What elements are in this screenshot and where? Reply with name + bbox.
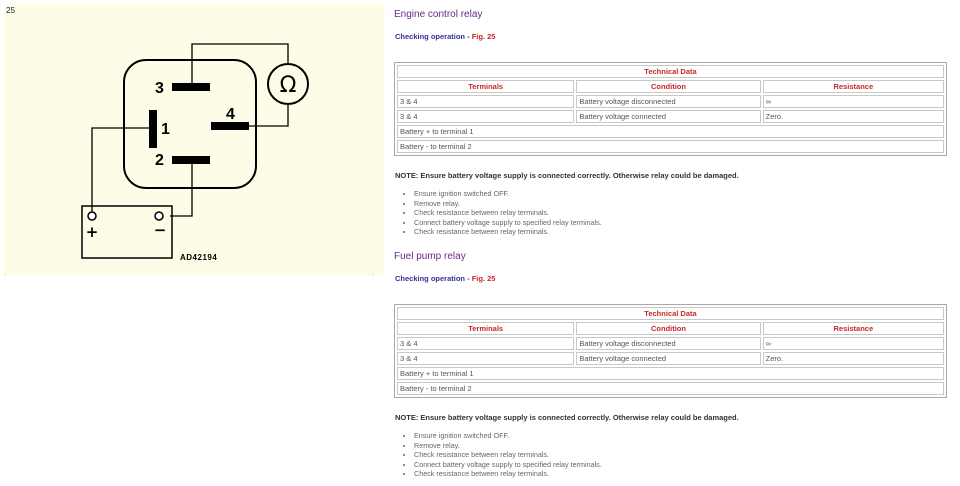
cell-condition: Battery voltage connected	[576, 352, 760, 365]
section-title: Engine control relay	[394, 9, 483, 20]
list-item: • Check resistance between relay terminals.	[414, 450, 602, 460]
cell-condition: Battery voltage disconnected	[576, 95, 760, 108]
wire-ohmmeter-to-terminal-4	[249, 104, 288, 126]
technical-data-table	[394, 304, 947, 398]
cell-resistance: Zero.	[763, 352, 944, 365]
list-item: • Ensure ignition switched OFF.	[414, 431, 602, 441]
cell-terminals: 3 & 4	[397, 95, 574, 108]
battery-plus-terminal	[88, 212, 96, 220]
cell-resistance: Zero.	[763, 110, 944, 123]
table-row	[397, 367, 944, 380]
checking-operation-label: Checking operation	[395, 32, 466, 41]
figure-code: AD42194	[180, 253, 218, 262]
column-header-resistance: Resistance	[763, 322, 944, 335]
column-header-resistance: Resistance	[763, 80, 944, 93]
list-item: • Remove relay.	[414, 441, 602, 451]
terminal-2-label: 2	[155, 152, 164, 169]
table-row	[397, 337, 944, 350]
list-item: • Connect battery voltage supply to specified relay terminals.	[414, 460, 602, 470]
column-header-condition: Condition	[576, 80, 760, 93]
procedure-steps	[394, 431, 602, 479]
list-item: • Remove relay.	[414, 199, 602, 209]
checking-operation-label: Checking operation	[395, 274, 466, 283]
list-item: • Check resistance between relay terminals.	[414, 208, 602, 218]
wire-terminal-2-to-battery-minus	[170, 164, 192, 216]
list-item: • Check resistance between relay terminals.	[414, 227, 602, 237]
cell-connection: Battery - to terminal 2	[397, 140, 944, 153]
cell-resistance: ∞	[763, 337, 944, 350]
cell-resistance: ∞	[763, 95, 944, 108]
terminal-4-blade	[211, 122, 249, 130]
table-row	[397, 95, 944, 108]
cell-connection: Battery + to terminal 1	[397, 125, 944, 138]
technical-data-table	[394, 62, 947, 156]
list-item: • Check resistance between relay terminals.	[414, 469, 602, 479]
battery-plus-label: +	[85, 223, 99, 241]
list-item: • Connect battery voltage supply to specified relay terminals.	[414, 218, 602, 228]
wire-terminal-3-to-ohmmeter	[192, 44, 288, 83]
terminal-2-blade	[172, 156, 210, 164]
terminal-4-label: 4	[226, 106, 235, 123]
column-header-condition: Condition	[576, 322, 760, 335]
column-header-terminals: Terminals	[397, 322, 574, 335]
figure-corner-mark: .	[4, 270, 6, 277]
table-row	[397, 140, 944, 153]
figure-reference: Fig. 25	[471, 32, 496, 41]
battery-minus-terminal	[155, 212, 163, 220]
checking-operation-line: Checking operation - Fig. 25	[395, 32, 496, 41]
cell-condition: Battery voltage connected	[576, 110, 760, 123]
section-title: Fuel pump relay	[394, 251, 466, 262]
table-row	[397, 352, 944, 365]
procedure-steps	[394, 189, 602, 237]
list-item: • Ensure ignition switched OFF.	[414, 189, 602, 199]
table-row	[397, 125, 944, 138]
checking-operation-line: Checking operation - Fig. 25	[395, 274, 496, 283]
warning-note: NOTE: Ensure battery voltage supply is connected correctly. Otherwise relay could be damaged.	[395, 413, 739, 422]
table-row	[397, 382, 944, 395]
cell-terminals: 3 & 4	[397, 352, 574, 365]
terminal-1-blade	[149, 110, 157, 148]
column-header-terminals: Terminals	[397, 80, 574, 93]
ohm-icon: Ω	[279, 73, 297, 98]
cell-condition: Battery voltage disconnected	[576, 337, 760, 350]
warning-note: NOTE: Ensure battery voltage supply is connected correctly. Otherwise relay could be damaged.	[395, 171, 739, 180]
cell-terminals: 3 & 4	[397, 337, 574, 350]
relay-wiring-diagram	[4, 4, 384, 276]
cell-terminals: 3 & 4	[397, 110, 574, 123]
cell-connection: Battery + to terminal 1	[397, 367, 944, 380]
figure-reference: Fig. 25	[471, 274, 496, 283]
table-row	[397, 110, 944, 123]
wire-terminal-1-to-battery-plus	[92, 128, 149, 212]
terminal-3-blade	[172, 83, 210, 91]
terminal-1-label: 1	[161, 121, 170, 138]
table-caption: Technical Data	[397, 65, 944, 78]
table-caption: Technical Data	[397, 307, 944, 320]
terminal-3-label: 3	[155, 80, 164, 97]
battery-minus-label: −	[153, 221, 167, 239]
figure-number: 25	[6, 6, 15, 15]
relay-diagram-figure	[4, 4, 384, 276]
cell-connection: Battery - to terminal 2	[397, 382, 944, 395]
figure-corner-mark: .	[372, 270, 374, 277]
